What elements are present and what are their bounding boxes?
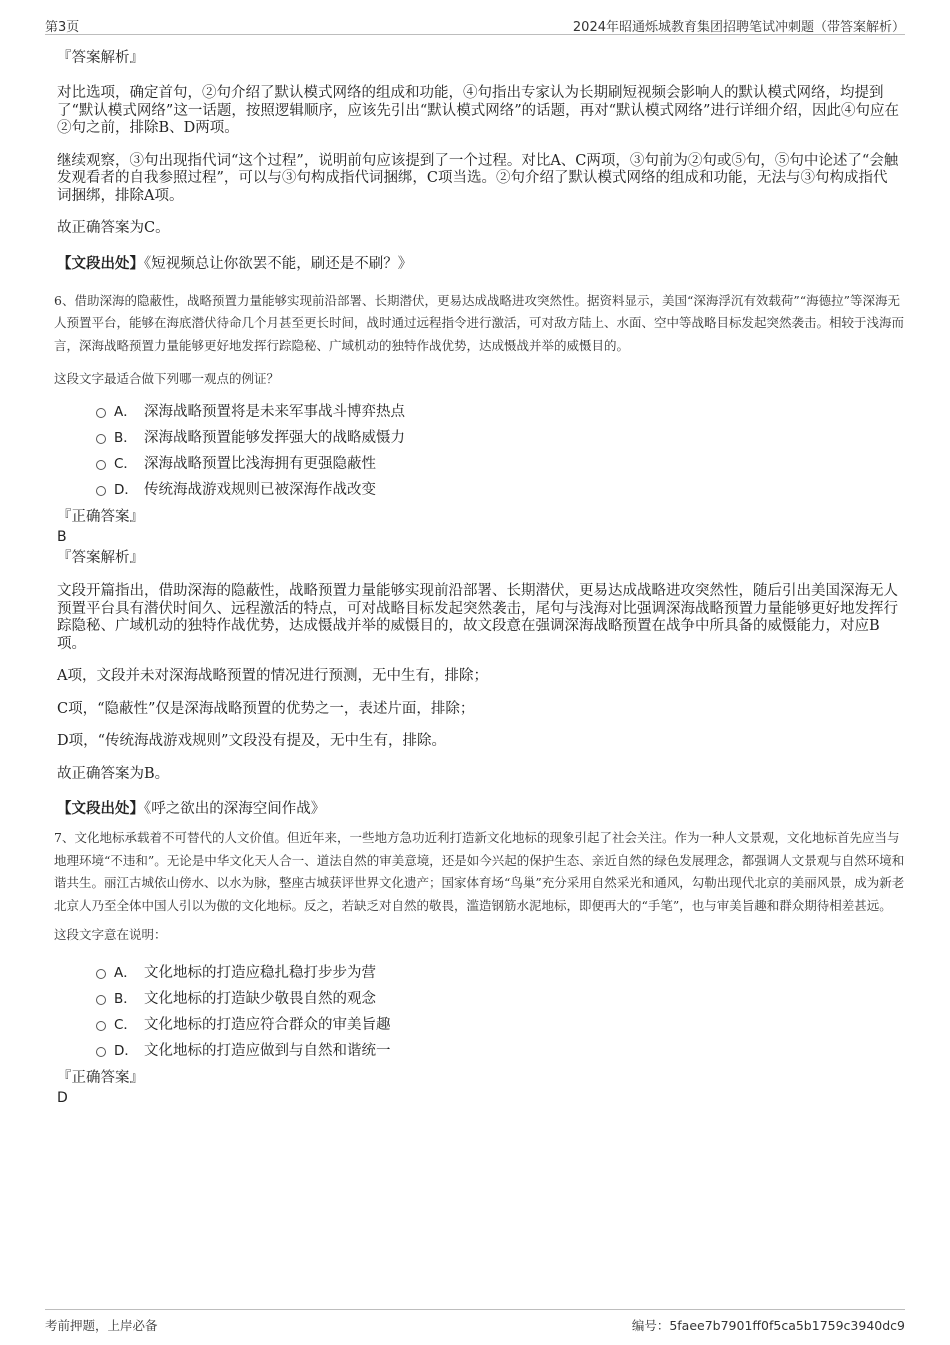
radio-button[interactable] <box>96 1047 106 1057</box>
source-title: 《呼之欲出的深海空间作战》 <box>144 801 326 817</box>
analysis-label: 『答案解析』 <box>57 50 144 66</box>
page-header <box>45 14 905 35</box>
question-text: 6、借助深海的隐蔽性，战略预置力量能够实现前沿部署、长期潜伏，更易达成战略进攻突然性。据资料显示，美国“深海浮沉有效载荷”“海德拉”等深海无人预置平台，能够在海底潜伏待命几个月甚至更长时间，战时通过远程指令进行激活，可对敌方陆上、水面、空中等战略目标发起突然袭击。相较于浅海而言，深海战略预置力量能够更好地发挥行踪隐秘、广域机动的独特作战优势，达成慑战并举的威慑目的。 <box>54 292 905 353</box>
footer-slogan: 考前押题，上岸必备 <box>45 1318 158 1333</box>
analysis-paragraph: 继续观察，③句出现指代词“这个过程”，说明前句应该提到了一个过程。对比A、C两项，③句前为②句或⑤句，⑤句中论述了“会触发观看者的自我参照过程”，可以与③句构成指代词捆绑，C项当选。②句介绍了默认模式网络的组成和功能，无法与③句构成指代词捆绑，排除A项。 <box>57 152 899 204</box>
analysis-paragraph: 文段开篇指出，借助深海的隐蔽性，战略预置力量能够实现前沿部署、长期潜伏，更易达成战略进攻突然性，随后引出美国深海无人预置平台具有潜伏时间久、远程激活的特点，可对战略目标发起突然袭击，尾句与浅海对比强调深海战略预置力量能够更好地发挥行踪隐秘、广域机动的独特作战优势，达成慑战并举的威慑目的，故文段意在强调深海战略预置在战争中所具备的威慑能力，对应B项。 <box>57 583 898 652</box>
option-c-analysis: C项，“隐蔽性”仅是深海战略预置的优势之一，表述片面，排除； <box>57 700 475 717</box>
option-a-analysis: A项，文段并未对深海战略预置的情况进行预测，无中生有，排除； <box>57 668 488 684</box>
option-letter: A． <box>114 965 137 981</box>
option-letter: B． <box>114 991 137 1007</box>
radio-button[interactable] <box>96 408 106 418</box>
option-letter: A． <box>114 404 137 420</box>
option-letter: D． <box>114 1043 138 1059</box>
option-letter: C． <box>114 456 137 472</box>
option-d[interactable] <box>96 1038 899 1064</box>
option-d-analysis: D项，“传统海战游戏规则”文段没有提及，无中生有，排除。 <box>57 733 446 749</box>
option-a[interactable] <box>96 960 899 986</box>
answer-conclusion: 故正确答案为B。 <box>57 765 170 782</box>
option-d[interactable] <box>96 477 899 503</box>
correct-answer-label: 『正确答案』 <box>57 1070 144 1086</box>
document-title: 2024年昭通烁城教育集团招聘笔试冲刺题（带答案解析） <box>572 20 905 35</box>
correct-answer-label: 『正确答案』 <box>57 509 144 525</box>
correct-answer: D <box>57 1090 68 1106</box>
option-letter: C． <box>114 1017 137 1033</box>
page-content <box>54 44 905 1107</box>
option-text: 深海战略预置能够发挥强大的战略威慑力 <box>144 430 405 446</box>
correct-answer: B <box>57 529 67 545</box>
option-c[interactable] <box>96 451 899 477</box>
analysis-label: 『答案解析』 <box>57 550 144 566</box>
page-footer <box>45 1309 905 1338</box>
analysis-paragraph: 对比选项，确定首句，②句介绍了默认模式网络的组成和功能，④句指出专家认为长期刷短视频会影响人的默认模式网络，均提到了“默认模式网络”这一话题，按照逻辑顺序，应该先引出“默认模式网络”的话题，再对“默认模式网络”进行详细介绍，因此④句应在②句之前，排除B、D两项。 <box>57 85 899 136</box>
question-6 <box>54 290 905 820</box>
question-prompt: 这段文字意在说明： <box>54 927 167 942</box>
option-list <box>96 960 899 1064</box>
option-b[interactable] <box>96 425 899 451</box>
radio-button[interactable] <box>96 460 106 470</box>
option-text: 深海战略预置将是未来军事战斗博弈热点 <box>144 404 405 420</box>
document-code: 编号：5faee7b7901ff0f5ca5b1759c3940dc9 <box>631 1318 905 1333</box>
source-line <box>57 254 899 274</box>
source-line <box>57 799 899 819</box>
source-label: 【文段出处】 <box>57 254 144 272</box>
answer-conclusion: 故正确答案为C。 <box>57 220 170 236</box>
page-number: 第3页 <box>45 20 80 35</box>
option-text: 深海战略预置比浅海拥有更强隐蔽性 <box>144 456 376 472</box>
option-text: 传统海战游戏规则已被深海作战改变 <box>144 482 376 498</box>
option-letter: B． <box>114 430 137 446</box>
question-prompt: 这段文字最适合做下列哪一观点的例证？ <box>54 371 280 386</box>
option-text: 文化地标的打造应做到与自然和谐统一 <box>144 1043 391 1059</box>
option-text: 文化地标的打造应符合群众的审美旨趣 <box>144 1017 391 1033</box>
option-b[interactable] <box>96 986 899 1012</box>
option-text: 文化地标的打造缺少敬畏自然的观念 <box>144 991 376 1007</box>
radio-button[interactable] <box>96 969 106 979</box>
source-title: 《短视频总让你欲罢不能，刷还是不刷？》 <box>144 255 413 272</box>
radio-button[interactable] <box>96 434 106 444</box>
question-7 <box>54 827 905 1107</box>
source-label: 【文段出处】 <box>57 800 144 817</box>
option-c[interactable] <box>96 1012 899 1038</box>
radio-button[interactable] <box>96 1021 106 1031</box>
radio-button[interactable] <box>96 995 106 1005</box>
q5-analysis-block <box>57 48 899 274</box>
option-list <box>96 399 899 503</box>
option-letter: D． <box>114 482 138 498</box>
question-text: 7、文化地标承载着不可替代的人文价值。但近年来，一些地方急功近利打造新文化地标的现象引起了社会关注。作为一种人文景观，文化地标首先应当与地理环境“不违和”。无论是中华文化天人合一、道法自然的审美意境，还是如今兴起的保护生态、亲近自然的绿色发展理念，都强调人文景观与自然环境和谐共生。丽江古城依山傍水、以水为脉，整座古城获评世界文化遗产；国家体育场“鸟巢”充分采用自然采光和通风，勾勒出现代北京的美丽风景，成为新老北京人乃至全体中国人引以为傲的文化地标。反之，若缺乏对自然的敬畏，滥造钢筋水泥地标，即便再大的“手笔”，也与审美旨趣和群众期待相差甚远。 <box>54 830 905 913</box>
option-text: 文化地标的打造应稳扎稳打步步为营 <box>144 965 376 981</box>
option-a[interactable] <box>96 399 899 425</box>
radio-button[interactable] <box>96 486 106 496</box>
